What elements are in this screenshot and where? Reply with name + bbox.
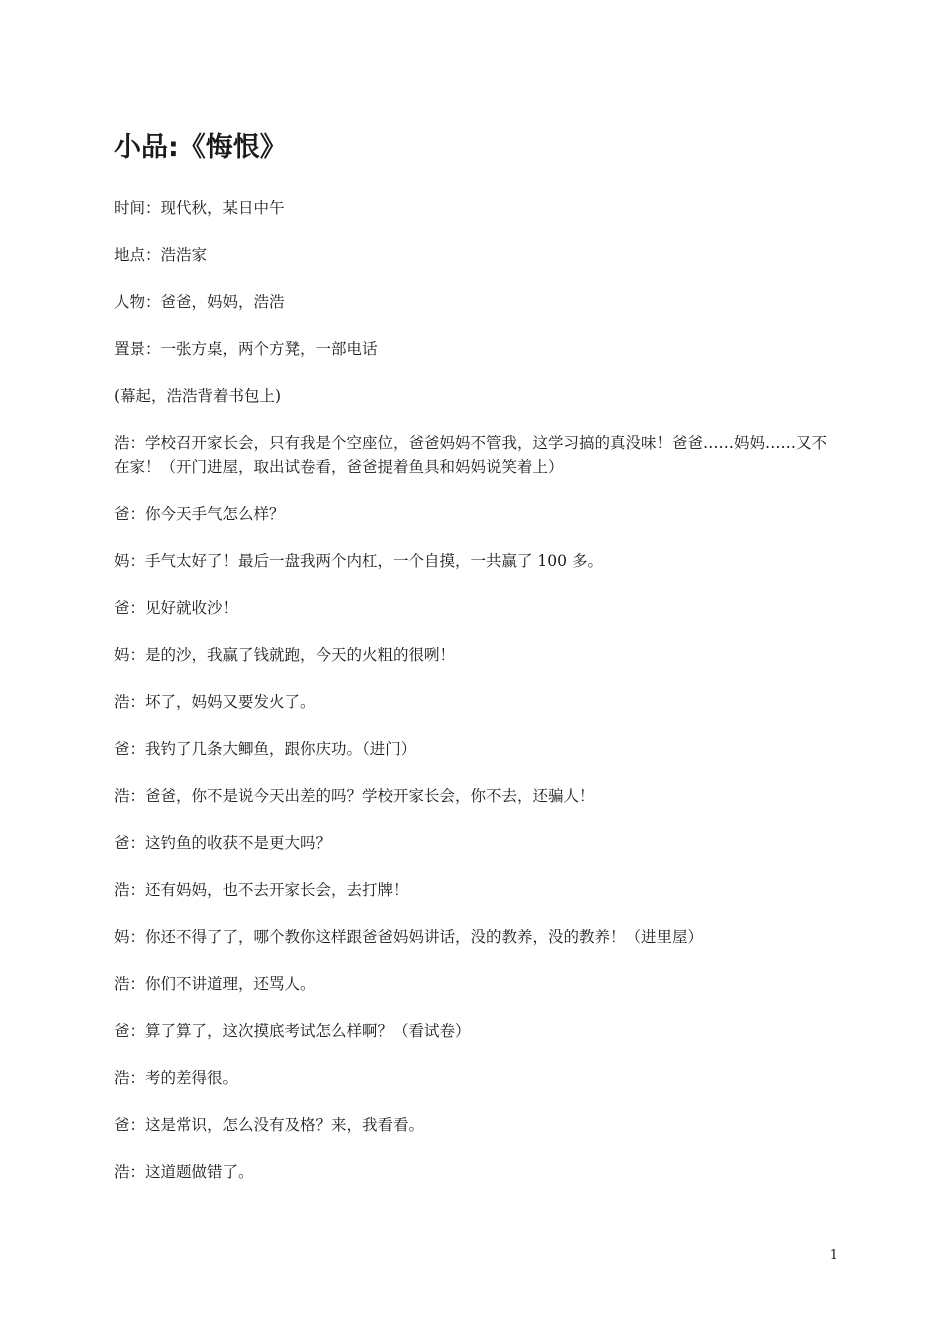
dialogue-line: 浩：学校召开家长会，只有我是个空座位，爸爸妈妈不管我，这学习搞的真没味！爸爸……妈妈……又不在家！（开门进屋，取出试卷看，爸爸提着鱼具和妈妈说笑着上） bbox=[114, 434, 828, 476]
dialogue-line: 浩：爸爸，你不是说今天出差的吗？学校开家长会，你不去，还骗人！ bbox=[114, 787, 595, 805]
document-title: 小品:《悔恨》 bbox=[114, 132, 287, 163]
dialogue-line: 浩：你们不讲道理，还骂人。 bbox=[114, 975, 316, 993]
paragraph-characters: 人物：爸爸，妈妈，浩浩 bbox=[114, 293, 285, 311]
paragraph-scenery: 置景：一张方桌，两个方凳，一部电话 bbox=[114, 340, 378, 358]
dialogue-line: 爸：这钓鱼的收获不是更大吗？ bbox=[114, 834, 332, 852]
dialogue-line: 妈：是的沙，我赢了钱就跑，今天的火粗的很咧！ bbox=[114, 646, 456, 664]
document-body bbox=[114, 196, 840, 1207]
dialogue-line: 浩：还有妈妈，也不去开家长会，去打牌！ bbox=[114, 881, 409, 899]
dialogue-line: 爸：你今天手气怎么样？ bbox=[114, 505, 285, 523]
dialogue-line: 爸：见好就收沙！ bbox=[114, 599, 239, 617]
dialogue-line: 浩：坏了，妈妈又要发火了。 bbox=[114, 693, 316, 711]
paragraph-time: 时间：现代秋，某日中午 bbox=[114, 199, 285, 217]
dialogue-line: 爸：我钓了几条大鲫鱼，跟你庆功。（进门） bbox=[114, 740, 417, 758]
dialogue-line: 浩：这道题做错了。 bbox=[114, 1163, 254, 1181]
dialogue-line: 爸：这是常识，怎么没有及格？来，我看看。 bbox=[114, 1116, 425, 1134]
paragraph-place: 地点：浩浩家 bbox=[114, 246, 208, 264]
page-number: 1 bbox=[829, 1248, 838, 1263]
dialogue-line: 浩：考的差得很。 bbox=[114, 1069, 239, 1087]
dialogue-line: 妈：你还不得了了，哪个教你这样跟爸爸妈妈讲话，没的教养，没的教养！（进里屋） bbox=[114, 928, 704, 946]
stage-direction: (幕起，浩浩背着书包上) bbox=[114, 387, 282, 405]
dialogue-line: 爸：算了算了，这次摸底考试怎么样啊？（看试卷） bbox=[114, 1022, 471, 1040]
dialogue-line: 妈：手气太好了！最后一盘我两个内杠，一个自摸，一共赢了 100 多。 bbox=[114, 552, 603, 570]
